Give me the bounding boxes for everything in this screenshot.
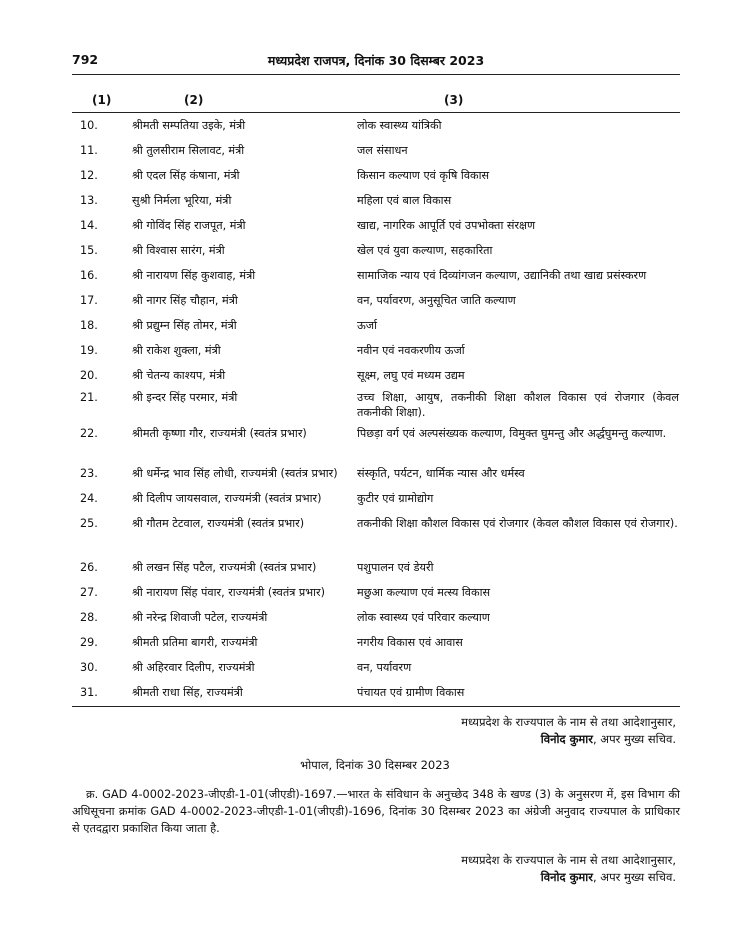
column-header-2: (2) xyxy=(184,93,204,107)
signature-order-line: मध्यप्रदेश के राज्यपाल के नाम से तथा आदेशानुसार, xyxy=(461,715,676,729)
notification-paragraph: क्र. GAD 4-0002-2023-जीएडी-1-01(जीएडी)-1697.—भारत के संविधान के अनुच्छेद 348 के खण्ड (3) के अनुसरण में, इस विभाग की अधिसूचना क्रमांक GAD 4-0002-2023-जीएडी-1-01(जीएडी)-1696, दिनांक 30 दिसम्बर 2023 का अंग्रेजी अनुवाद राज्यपाल के प्राधिकार से एतदद्वारा प्रकाशित किया जाता है. xyxy=(72,788,680,835)
row-number: 23. xyxy=(80,467,98,480)
minister-name: श्री विश्वास सारंग, मंत्री xyxy=(132,244,225,257)
department: जल संसाधन xyxy=(357,144,408,157)
page-title: मध्यप्रदेश राजपत्र, दिनांक 30 दिसम्बर 2023 xyxy=(267,53,485,68)
department: खाद्य, नागरिक आपूर्ति एवं उपभोक्ता संरक्षण xyxy=(357,219,536,232)
row-number: 29. xyxy=(80,636,98,649)
signatory-designation: , अपर मुख्य सचिव. xyxy=(592,732,676,746)
minister-name: श्री लखन सिंह पटैल, राज्यमंत्री (स्वतंत्र प्रभार) xyxy=(132,561,317,574)
minister-name: श्री नारायण सिंह पंवार, राज्यमंत्री (स्वतंत्र प्रभार) xyxy=(132,586,326,599)
minister-name: सुश्री निर्मला भूरिया, मंत्री xyxy=(132,194,232,207)
minister-name: श्री नरेन्द्र शिवाजी पटेल, राज्यमंत्री xyxy=(132,611,268,624)
department: मछुआ कल्याण एवं मत्स्य विकास xyxy=(357,586,491,599)
row-number: 15. xyxy=(80,244,98,257)
department: किसान कल्याण एवं कृषि विकास xyxy=(357,169,490,182)
date-line: भोपाल, दिनांक 30 दिसम्बर 2023 xyxy=(300,758,450,772)
department: वन, पर्यावरण, अनुसूचित जाति कल्याण xyxy=(357,294,516,307)
row-number: 16. xyxy=(80,269,98,282)
minister-name: श्री गोविंद सिंह राजपूत, मंत्री xyxy=(132,219,246,232)
department: नगरीय विकास एवं आवास xyxy=(357,636,463,649)
row-number: 10. xyxy=(80,119,98,132)
row-number: 24. xyxy=(80,492,98,505)
row-number: 21. xyxy=(80,391,98,404)
column-header-3: (3) xyxy=(444,93,464,107)
page-number: 792 xyxy=(72,52,99,67)
department: महिला एवं बाल विकास xyxy=(357,194,452,207)
row-number: 22. xyxy=(80,427,98,440)
signatory-name: विनोद कुमार xyxy=(540,870,593,884)
column-header-rule xyxy=(72,112,680,113)
department: नवीन एवं नवकरणीय ऊर्जा xyxy=(357,344,465,357)
minister-name: श्री गौतम टेटवाल, राज्यमंत्री (स्वतंत्र प्रभार) xyxy=(132,517,305,530)
minister-name: श्री धर्मेन्द्र भाव सिंह लोधी, राज्यमंत्री (स्वतंत्र प्रभार) xyxy=(132,467,338,480)
minister-name: श्रीमती प्रतिमा बागरी, राज्यमंत्री xyxy=(132,636,258,649)
row-number: 12. xyxy=(80,169,98,182)
signatory-name: विनोद कुमार xyxy=(540,732,593,746)
minister-name: श्री राकेश शुक्ला, मंत्री xyxy=(132,344,221,357)
row-number: 20. xyxy=(80,369,98,382)
minister-name: श्री इन्दर सिंह परमार, मंत्री xyxy=(132,391,238,404)
department: उच्च शिक्षा, आयुष, तकनीकी शिक्षा कौशल विकास एवं रोजगार (केवल तकनीकी शिक्षा). xyxy=(357,391,679,419)
row-number: 25. xyxy=(80,517,98,530)
header-rule xyxy=(72,74,680,75)
table-bottom-rule xyxy=(72,706,680,707)
row-number: 19. xyxy=(80,344,98,357)
row-number: 11. xyxy=(80,144,98,157)
department: सामाजिक न्याय एवं दिव्यांगजन कल्याण, उद्यानिकी तथा खाद्य प्रसंस्करण xyxy=(357,269,647,282)
row-number: 27. xyxy=(80,586,98,599)
row-number: 28. xyxy=(80,611,98,624)
row-number: 14. xyxy=(80,219,98,232)
row-number: 13. xyxy=(80,194,98,207)
department: सूक्ष्म, लघु एवं मध्यम उद्यम xyxy=(357,369,465,382)
department: वन, पर्यावरण xyxy=(357,661,412,674)
row-number: 17. xyxy=(80,294,98,307)
minister-name: श्री चेतन्य काश्यप, मंत्री xyxy=(132,369,226,382)
minister-name: श्री एदल सिंह कंषाना, मंत्री xyxy=(132,169,240,182)
row-number: 18. xyxy=(80,319,98,332)
page-header xyxy=(72,52,680,72)
signatory-designation: , अपर मुख्य सचिव. xyxy=(592,870,676,884)
minister-name: श्री तुलसीराम सिलावट, मंत्री xyxy=(132,144,245,157)
department: पंचायत एवं ग्रामीण विकास xyxy=(357,686,465,699)
department: खेल एवं युवा कल्याण, सहकारिता xyxy=(357,244,493,257)
department: कुटीर एवं ग्रामोद्योग xyxy=(357,492,434,505)
minister-name: श्री अहिरवार दिलीप, राज्यमंत्री xyxy=(132,661,255,674)
minister-name: श्री प्रद्युम्न सिंह तोमर, मंत्री xyxy=(132,319,237,332)
minister-name: श्रीमती राधा सिंह, राज्यमंत्री xyxy=(132,686,243,699)
row-number: 31. xyxy=(80,686,98,699)
row-number: 30. xyxy=(80,661,98,674)
department: संस्कृति, पर्यटन, धार्मिक न्यास और धर्मस्व xyxy=(357,467,525,480)
minister-name: श्रीमती कृष्णा गौर, राज्यमंत्री (स्वतंत्र प्रभार) xyxy=(132,427,307,440)
department: लोक स्वास्थ्य यांत्रिकी xyxy=(357,119,442,132)
department: पशुपालन एवं डेयरी xyxy=(357,561,434,574)
column-header-1: (1) xyxy=(92,93,112,107)
minister-name: श्री नागर सिंह चौहान, मंत्री xyxy=(132,294,238,307)
minister-name: श्रीमती सम्पतिया उइके, मंत्री xyxy=(132,119,246,132)
department: तकनीकी शिक्षा कौशल विकास एवं रोजगार (केवल कौशल विकास एवं रोजगार). xyxy=(357,517,678,530)
signature-block-2 xyxy=(461,852,676,886)
signature-block-1 xyxy=(461,714,676,748)
minister-name: श्री नारायण सिंह कुशवाह, मंत्री xyxy=(132,269,256,282)
signature-order-line: मध्यप्रदेश के राज्यपाल के नाम से तथा आदेशानुसार, xyxy=(461,853,676,867)
row-number: 26. xyxy=(80,561,98,574)
minister-name: श्री दिलीप जायसवाल, राज्यमंत्री (स्वतंत्र प्रभार) xyxy=(132,492,322,505)
department: ऊर्जा xyxy=(357,319,377,332)
department: लोक स्वास्थ्य एवं परिवार कल्याण xyxy=(357,611,490,624)
department: पिछड़ा वर्ग एवं अल्पसंख्यक कल्याण, विमुक्त घुमन्तु और अर्द्धघुमन्तु कल्याण. xyxy=(357,427,667,440)
